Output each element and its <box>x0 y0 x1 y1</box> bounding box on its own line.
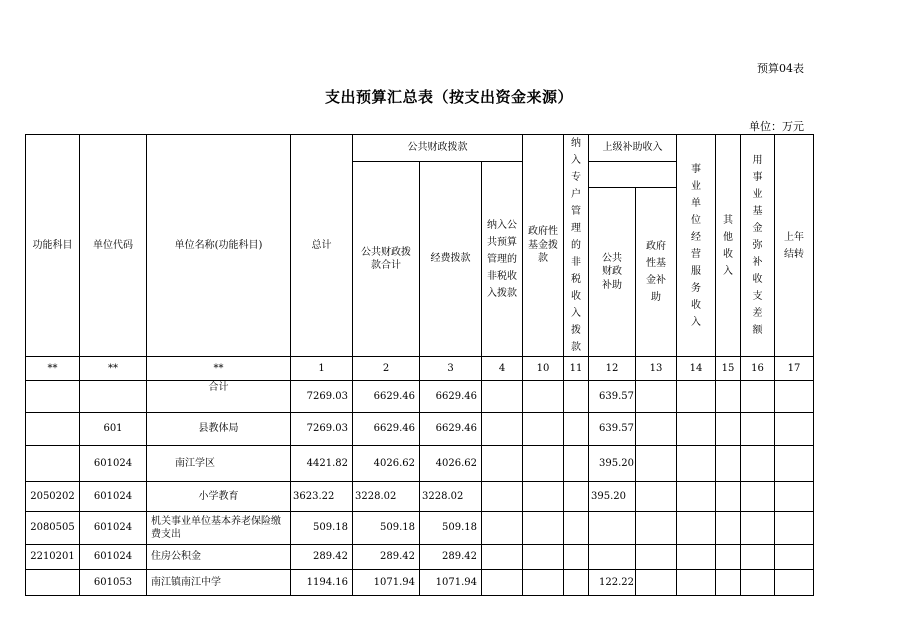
empty-cell <box>636 570 677 596</box>
unit-name-cell: 机关事业单位基本养老保险缴费支出 <box>147 512 291 545</box>
table-row <box>26 512 814 545</box>
index-cell: 2 <box>353 357 420 381</box>
header-gov-fund-subsidy-text: 政府性基金补助 <box>646 241 667 303</box>
funding-cell: 3228.02 <box>420 482 482 512</box>
empty-cell <box>523 545 564 570</box>
unit-name-cell: 南江镇南江中学 <box>147 570 291 596</box>
unit-name-cell: 小学教育 <box>147 482 291 512</box>
empty-cell <box>482 512 523 545</box>
table-row <box>26 570 814 596</box>
empty-cell <box>564 482 589 512</box>
empty-cell <box>636 413 677 446</box>
index-cell: 12 <box>589 357 636 381</box>
pf-subsidy-cell <box>589 512 636 545</box>
unit-code-cell: 601 <box>80 413 147 446</box>
unit-name-cell: 住房公积金 <box>147 545 291 570</box>
empty-cell <box>482 381 523 413</box>
pf-subsidy-cell: 639.57 <box>589 413 636 446</box>
index-cell: 13 <box>636 357 677 381</box>
empty-cell <box>482 446 523 482</box>
header-prior-year-text: 上年结转 <box>784 231 805 260</box>
header-subsidy-spacer <box>589 162 677 188</box>
header-fund-offset <box>741 135 775 357</box>
unit-code-cell: 601024 <box>80 446 147 482</box>
empty-cell <box>564 570 589 596</box>
unit-label: 单位：万元 <box>749 120 804 133</box>
header-fund-offset-text: 用事业基金弥补收支差额 <box>752 155 763 336</box>
funding-cell: 1071.94 <box>420 570 482 596</box>
header-func-subject: 功能科目 <box>26 135 80 357</box>
func-subject-cell: 2210201 <box>26 545 80 570</box>
header-public-finance-subsidy-text: 公共财政补助 <box>602 252 623 291</box>
empty-cell <box>775 482 814 512</box>
empty-cell <box>677 413 716 446</box>
header-business-income <box>677 135 716 357</box>
header-superior-subsidy-group: 上级补助收入 <box>589 135 677 162</box>
funding-cell: 509.18 <box>420 512 482 545</box>
empty-cell <box>482 545 523 570</box>
index-row <box>26 357 814 381</box>
pf-subsidy-cell: 395.20 <box>589 482 636 512</box>
empty-cell <box>775 381 814 413</box>
pf-total-cell: 509.18 <box>353 512 420 545</box>
funding-cell: 4026.62 <box>420 446 482 482</box>
unit-name-cell: 合计 <box>147 381 291 413</box>
empty-cell <box>636 512 677 545</box>
header-other-income-text: 其他收入 <box>723 214 734 277</box>
table-row <box>26 381 814 413</box>
empty-cell <box>741 446 775 482</box>
index-cell: 14 <box>677 357 716 381</box>
total-cell: 7269.03 <box>291 413 353 446</box>
empty-cell <box>523 482 564 512</box>
total-cell: 1194.16 <box>291 570 353 596</box>
pf-total-cell: 6629.46 <box>353 381 420 413</box>
header-special-non-tax <box>564 135 589 357</box>
empty-cell <box>775 512 814 545</box>
empty-cell <box>716 381 741 413</box>
func-subject-cell <box>26 381 80 413</box>
header-special-non-tax-text: 纳入专户管理的非税收入拨款 <box>571 138 582 353</box>
empty-cell <box>523 570 564 596</box>
header-total: 总计 <box>291 135 353 357</box>
empty-cell <box>741 381 775 413</box>
func-subject-cell <box>26 570 80 596</box>
pf-subsidy-cell: 122.22 <box>589 570 636 596</box>
pf-total-cell: 1071.94 <box>353 570 420 596</box>
empty-cell <box>677 482 716 512</box>
pf-total-cell: 3228.02 <box>353 482 420 512</box>
empty-cell <box>775 446 814 482</box>
funding-cell: 6629.46 <box>420 413 482 446</box>
header-public-finance-subsidy <box>589 188 636 357</box>
unit-code-cell <box>80 381 147 413</box>
empty-cell <box>482 413 523 446</box>
form-number: 预算04表 <box>757 62 804 75</box>
index-cell: 3 <box>420 357 482 381</box>
header-row-1 <box>26 135 814 162</box>
empty-cell <box>775 545 814 570</box>
empty-cell <box>636 446 677 482</box>
index-cell: ** <box>80 357 147 381</box>
header-unit-code: 单位代码 <box>80 135 147 357</box>
header-public-finance-total-text: 公共财政拨款合计 <box>361 246 411 271</box>
header-prior-year <box>775 135 814 357</box>
pf-subsidy-cell: 395.20 <box>589 446 636 482</box>
table-row <box>26 413 814 446</box>
header-public-finance-total <box>353 162 420 357</box>
empty-cell <box>775 413 814 446</box>
header-funding: 经费拨款 <box>420 162 482 357</box>
func-subject-cell: 2050202 <box>26 482 80 512</box>
empty-cell <box>677 512 716 545</box>
empty-cell <box>482 570 523 596</box>
pf-total-cell: 289.42 <box>353 545 420 570</box>
index-cell: ** <box>26 357 80 381</box>
empty-cell <box>564 446 589 482</box>
header-other-income <box>716 135 741 357</box>
func-subject-cell <box>26 446 80 482</box>
total-cell: 7269.03 <box>291 381 353 413</box>
index-cell: 1 <box>291 357 353 381</box>
unit-code-cell: 601024 <box>80 482 147 512</box>
total-cell: 4421.82 <box>291 446 353 482</box>
empty-cell <box>716 413 741 446</box>
empty-cell <box>523 512 564 545</box>
index-cell: 16 <box>741 357 775 381</box>
index-cell: ** <box>147 357 291 381</box>
empty-cell <box>741 482 775 512</box>
pf-total-cell: 4026.62 <box>353 446 420 482</box>
empty-cell <box>741 545 775 570</box>
total-cell: 289.42 <box>291 545 353 570</box>
index-cell: 10 <box>523 357 564 381</box>
header-unit-name: 单位名称(功能科目) <box>147 135 291 357</box>
func-subject-cell <box>26 413 80 446</box>
empty-cell <box>636 482 677 512</box>
budget-table <box>25 134 814 596</box>
unit-name-cell: 南江学区 <box>147 446 291 482</box>
pf-subsidy-cell: 639.57 <box>589 381 636 413</box>
index-cell: 15 <box>716 357 741 381</box>
header-gov-fund-subsidy <box>636 188 677 357</box>
empty-cell <box>741 570 775 596</box>
header-business-income-text: 事业单位经营服务收入 <box>691 163 702 328</box>
empty-cell <box>636 545 677 570</box>
empty-cell <box>564 512 589 545</box>
unit-code-cell: 601024 <box>80 512 147 545</box>
empty-cell <box>564 545 589 570</box>
pf-total-cell: 6629.46 <box>353 413 420 446</box>
unit-code-cell: 601053 <box>80 570 147 596</box>
header-non-tax-income <box>482 162 523 357</box>
empty-cell <box>677 545 716 570</box>
empty-cell <box>716 446 741 482</box>
empty-cell <box>523 446 564 482</box>
header-public-finance-group: 公共财政拨款 <box>353 135 523 162</box>
unit-code-cell: 601024 <box>80 545 147 570</box>
total-cell: 509.18 <box>291 512 353 545</box>
index-cell: 17 <box>775 357 814 381</box>
pf-subsidy-cell <box>589 545 636 570</box>
table-row <box>26 482 814 512</box>
header-non-tax-income-text: 纳入公共预算管理的非税收入拨款 <box>487 219 518 299</box>
empty-cell <box>716 512 741 545</box>
empty-cell <box>775 570 814 596</box>
empty-cell <box>636 381 677 413</box>
empty-cell <box>564 381 589 413</box>
index-cell: 4 <box>482 357 523 381</box>
empty-cell <box>716 482 741 512</box>
empty-cell <box>741 512 775 545</box>
empty-cell <box>564 413 589 446</box>
empty-cell <box>523 413 564 446</box>
total-cell: 3623.22 <box>291 482 353 512</box>
func-subject-cell: 2080505 <box>26 512 80 545</box>
funding-cell: 289.42 <box>420 545 482 570</box>
header-gov-fund: 政府性基金拨款 <box>523 135 564 357</box>
page-title: 支出预算汇总表（按支出资金来源） <box>324 88 573 106</box>
table-row <box>26 446 814 482</box>
empty-cell <box>716 545 741 570</box>
empty-cell <box>741 413 775 446</box>
funding-cell: 6629.46 <box>420 381 482 413</box>
empty-cell <box>677 381 716 413</box>
empty-cell <box>716 570 741 596</box>
empty-cell <box>677 570 716 596</box>
table-row <box>26 545 814 570</box>
empty-cell <box>677 446 716 482</box>
empty-cell <box>482 482 523 512</box>
unit-name-cell: 县教体局 <box>147 413 291 446</box>
empty-cell <box>523 381 564 413</box>
index-cell: 11 <box>564 357 589 381</box>
